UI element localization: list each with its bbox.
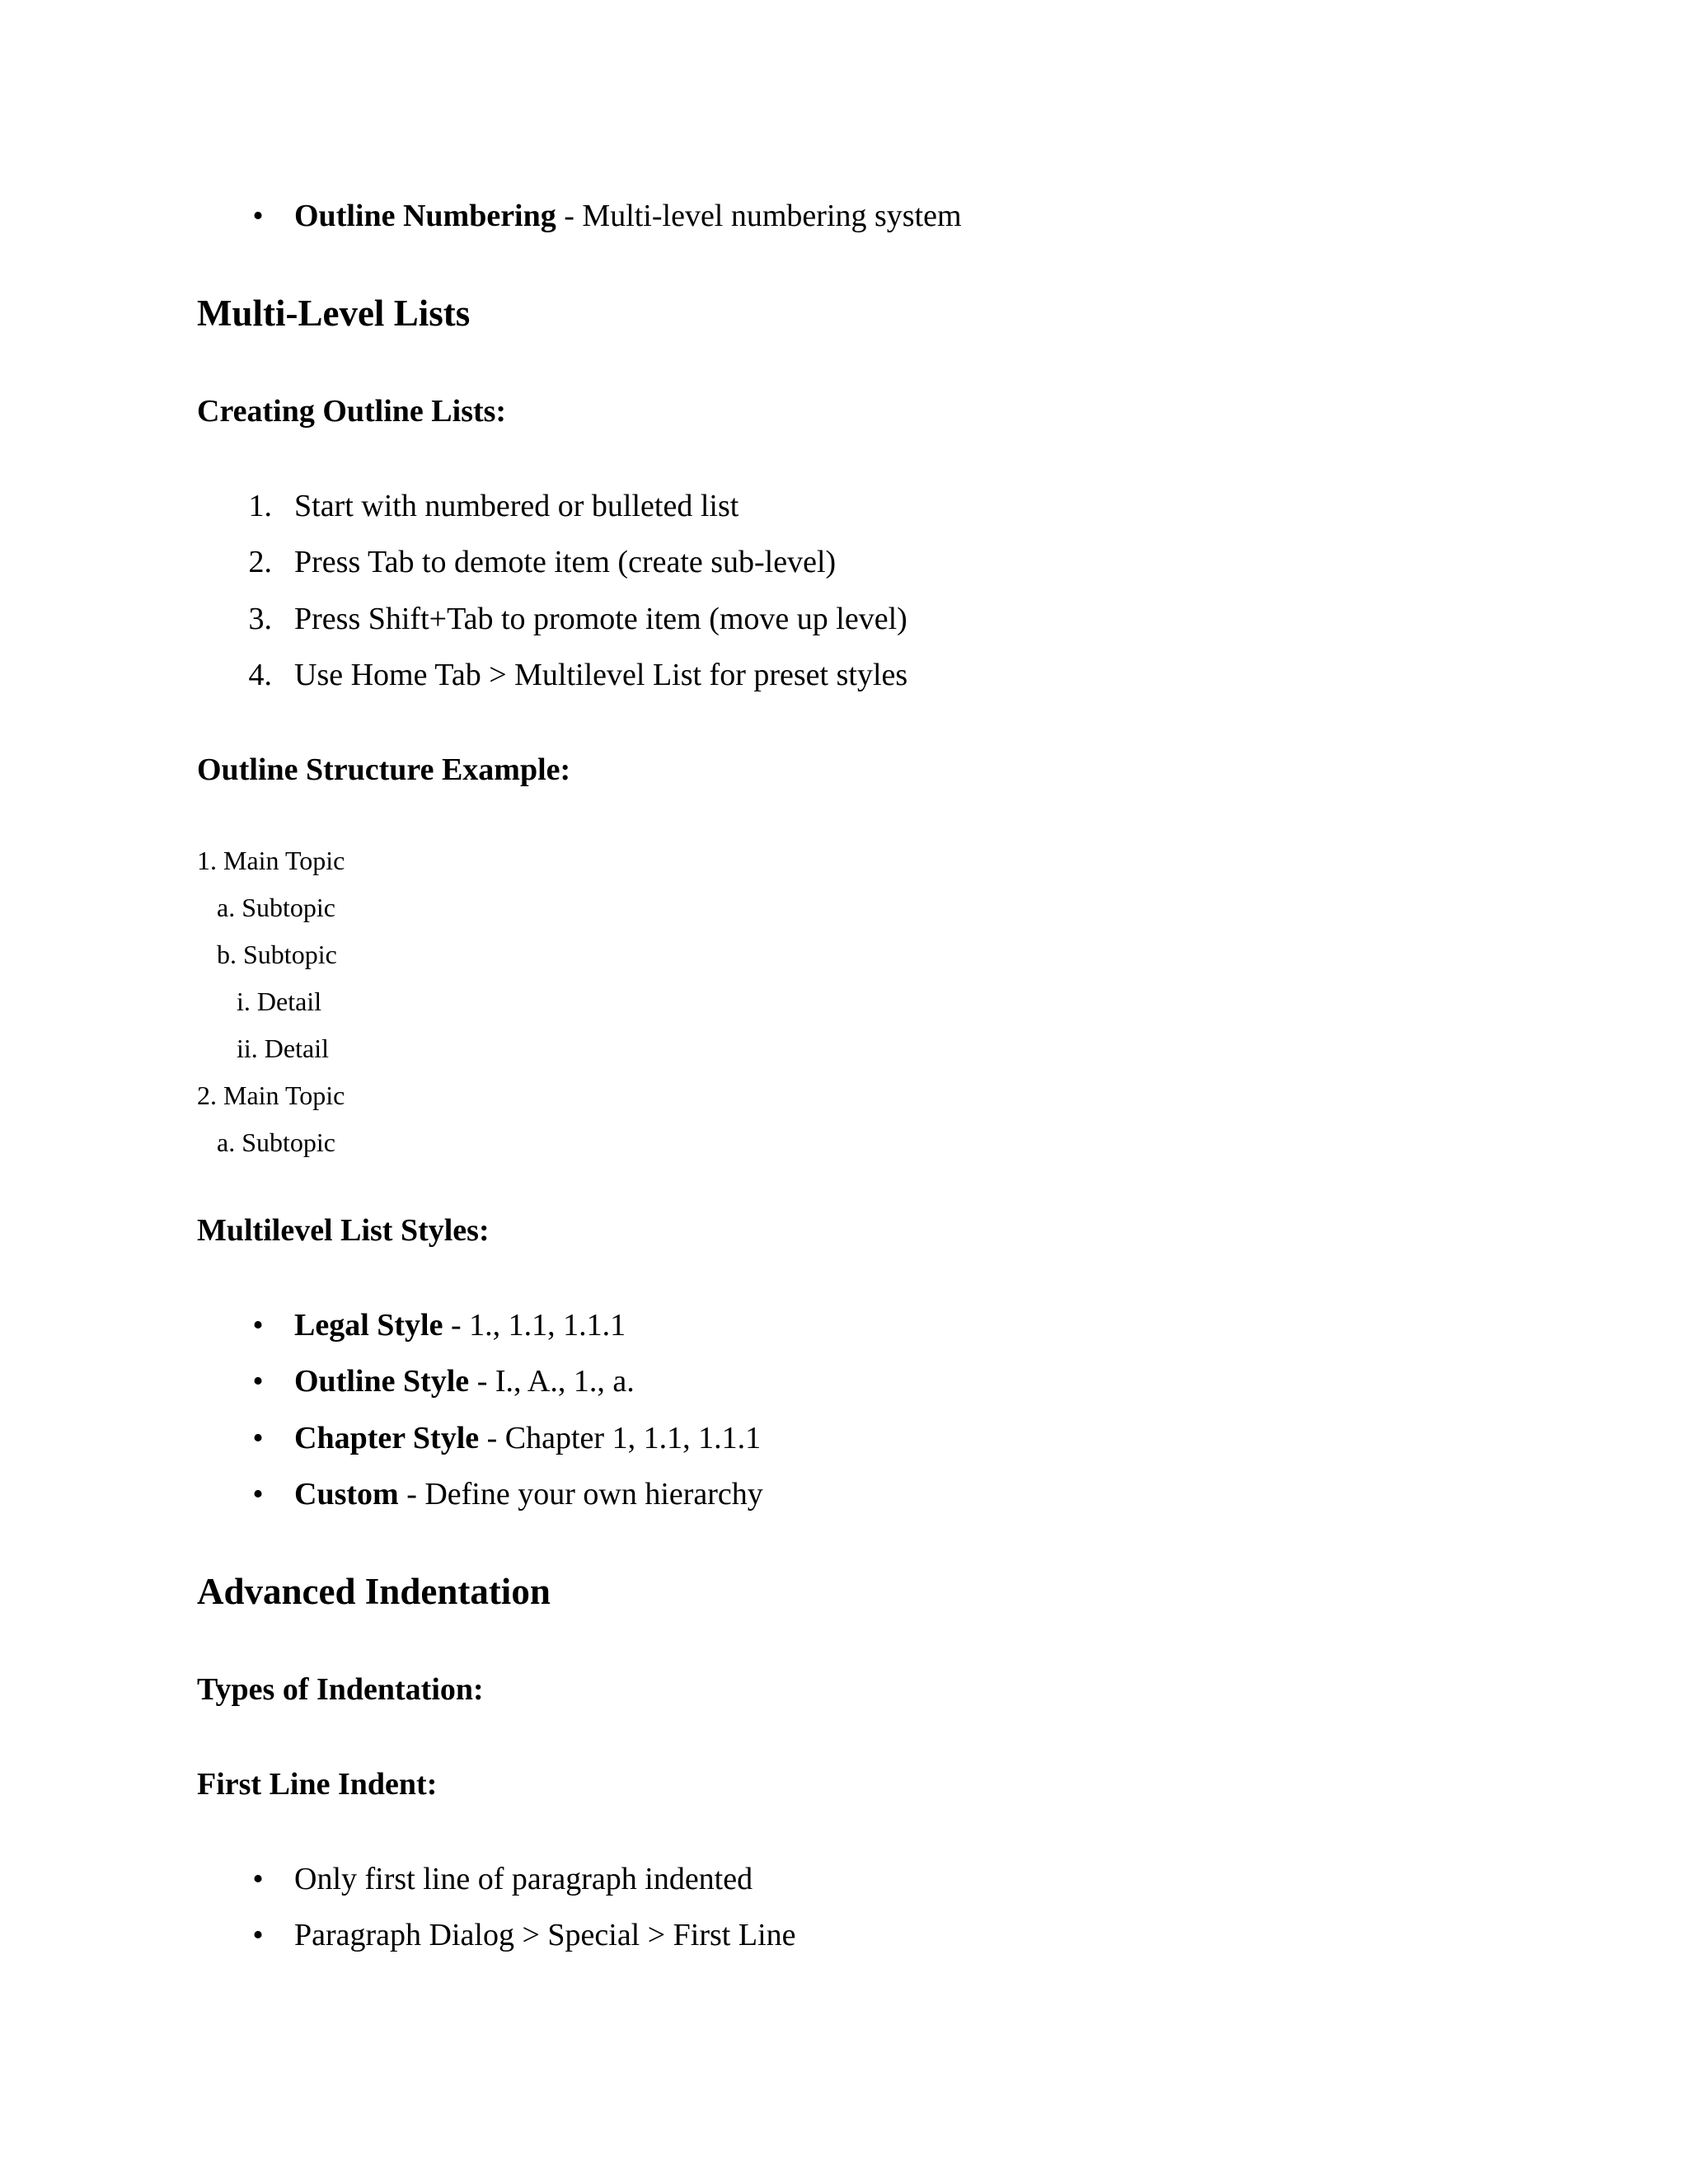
list-item-description: - Define your own hierarchy [398,1477,763,1511]
section-heading-advanced-indentation: Advanced Indentation [197,1571,551,1612]
list-item-text: Only first line of paragraph indented [294,1862,753,1896]
list-number: 2. [248,545,272,579]
list-item-text: Press Tab to demote item (create sub-level) [294,545,837,579]
list-number: 1. [248,489,272,523]
list-item-text: Start with numbered or bulleted list [294,489,739,523]
list-item-description: - Chapter 1, 1.1, 1.1.1 [479,1421,762,1455]
outline-example-line: a. Subtopic [197,893,335,922]
bullet-icon: • [252,199,264,233]
subheading-outline-structure-example: Outline Structure Example: [197,752,571,787]
list-item-description: - Multi-level numbering system [556,199,962,233]
numbered-list-item [0,537,1484,587]
subheading-multilevel-list-styles: Multilevel List Styles: [197,1213,490,1248]
outline-example-line: i. Detail [197,987,322,1016]
list-item-text [294,1413,761,1463]
list-item-term: Outline Style [294,1364,470,1399]
section-heading-multi-level-lists: Multi-Level Lists [197,293,471,334]
subheading-types-of-indentation: Types of Indentation: [197,1672,484,1707]
outline-example-line: b. Subtopic [197,940,337,969]
list-item-text [294,1357,635,1406]
list-item-term: Custom [294,1477,399,1511]
bullet-icon: • [252,1308,264,1343]
subheading-first-line-indent: First Line Indent: [197,1767,438,1802]
list-item-text [294,1301,626,1350]
list-item-term: Legal Style [294,1308,443,1343]
list-item [0,1357,1484,1406]
bullet-icon: • [252,1862,264,1896]
bullet-icon: • [252,1477,264,1511]
list-item-text: Use Home Tab > Multilevel List for preset styles [294,658,908,692]
list-item [0,1469,1484,1519]
bullet-icon: • [252,1421,264,1455]
list-item-text [294,191,962,241]
list-item-term: Chapter Style [294,1421,480,1455]
outline-example-line: a. Subtopic [197,1127,335,1157]
list-item-term: Outline Numbering [294,199,556,233]
list-item-description: - 1., 1.1, 1.1.1 [443,1308,626,1343]
list-item-text [294,1469,763,1519]
list-item [0,191,1484,241]
list-item-text: Paragraph Dialog > Special > First Line [294,1918,796,1952]
numbered-list-item [0,481,1484,531]
list-number: 4. [248,658,272,692]
list-item [0,1413,1484,1463]
list-item-text: Press Shift+Tab to promote item (move up level) [294,602,907,636]
outline-example-line: 2. Main Topic [197,1080,345,1110]
list-item [0,1854,1484,1904]
subheading-creating-outline-lists: Creating Outline Lists: [197,394,507,429]
outline-example-line: 1. Main Topic [197,846,345,875]
outline-example-line: ii. Detail [197,1033,329,1063]
list-item [0,1910,1484,1960]
bullet-icon: • [252,1364,264,1399]
numbered-list-item [0,594,1484,644]
numbered-list-item [0,650,1484,700]
list-number: 3. [248,602,272,636]
list-item [0,1301,1484,1350]
bullet-icon: • [252,1918,264,1952]
list-item-description: - I., A., 1., a. [469,1364,635,1399]
